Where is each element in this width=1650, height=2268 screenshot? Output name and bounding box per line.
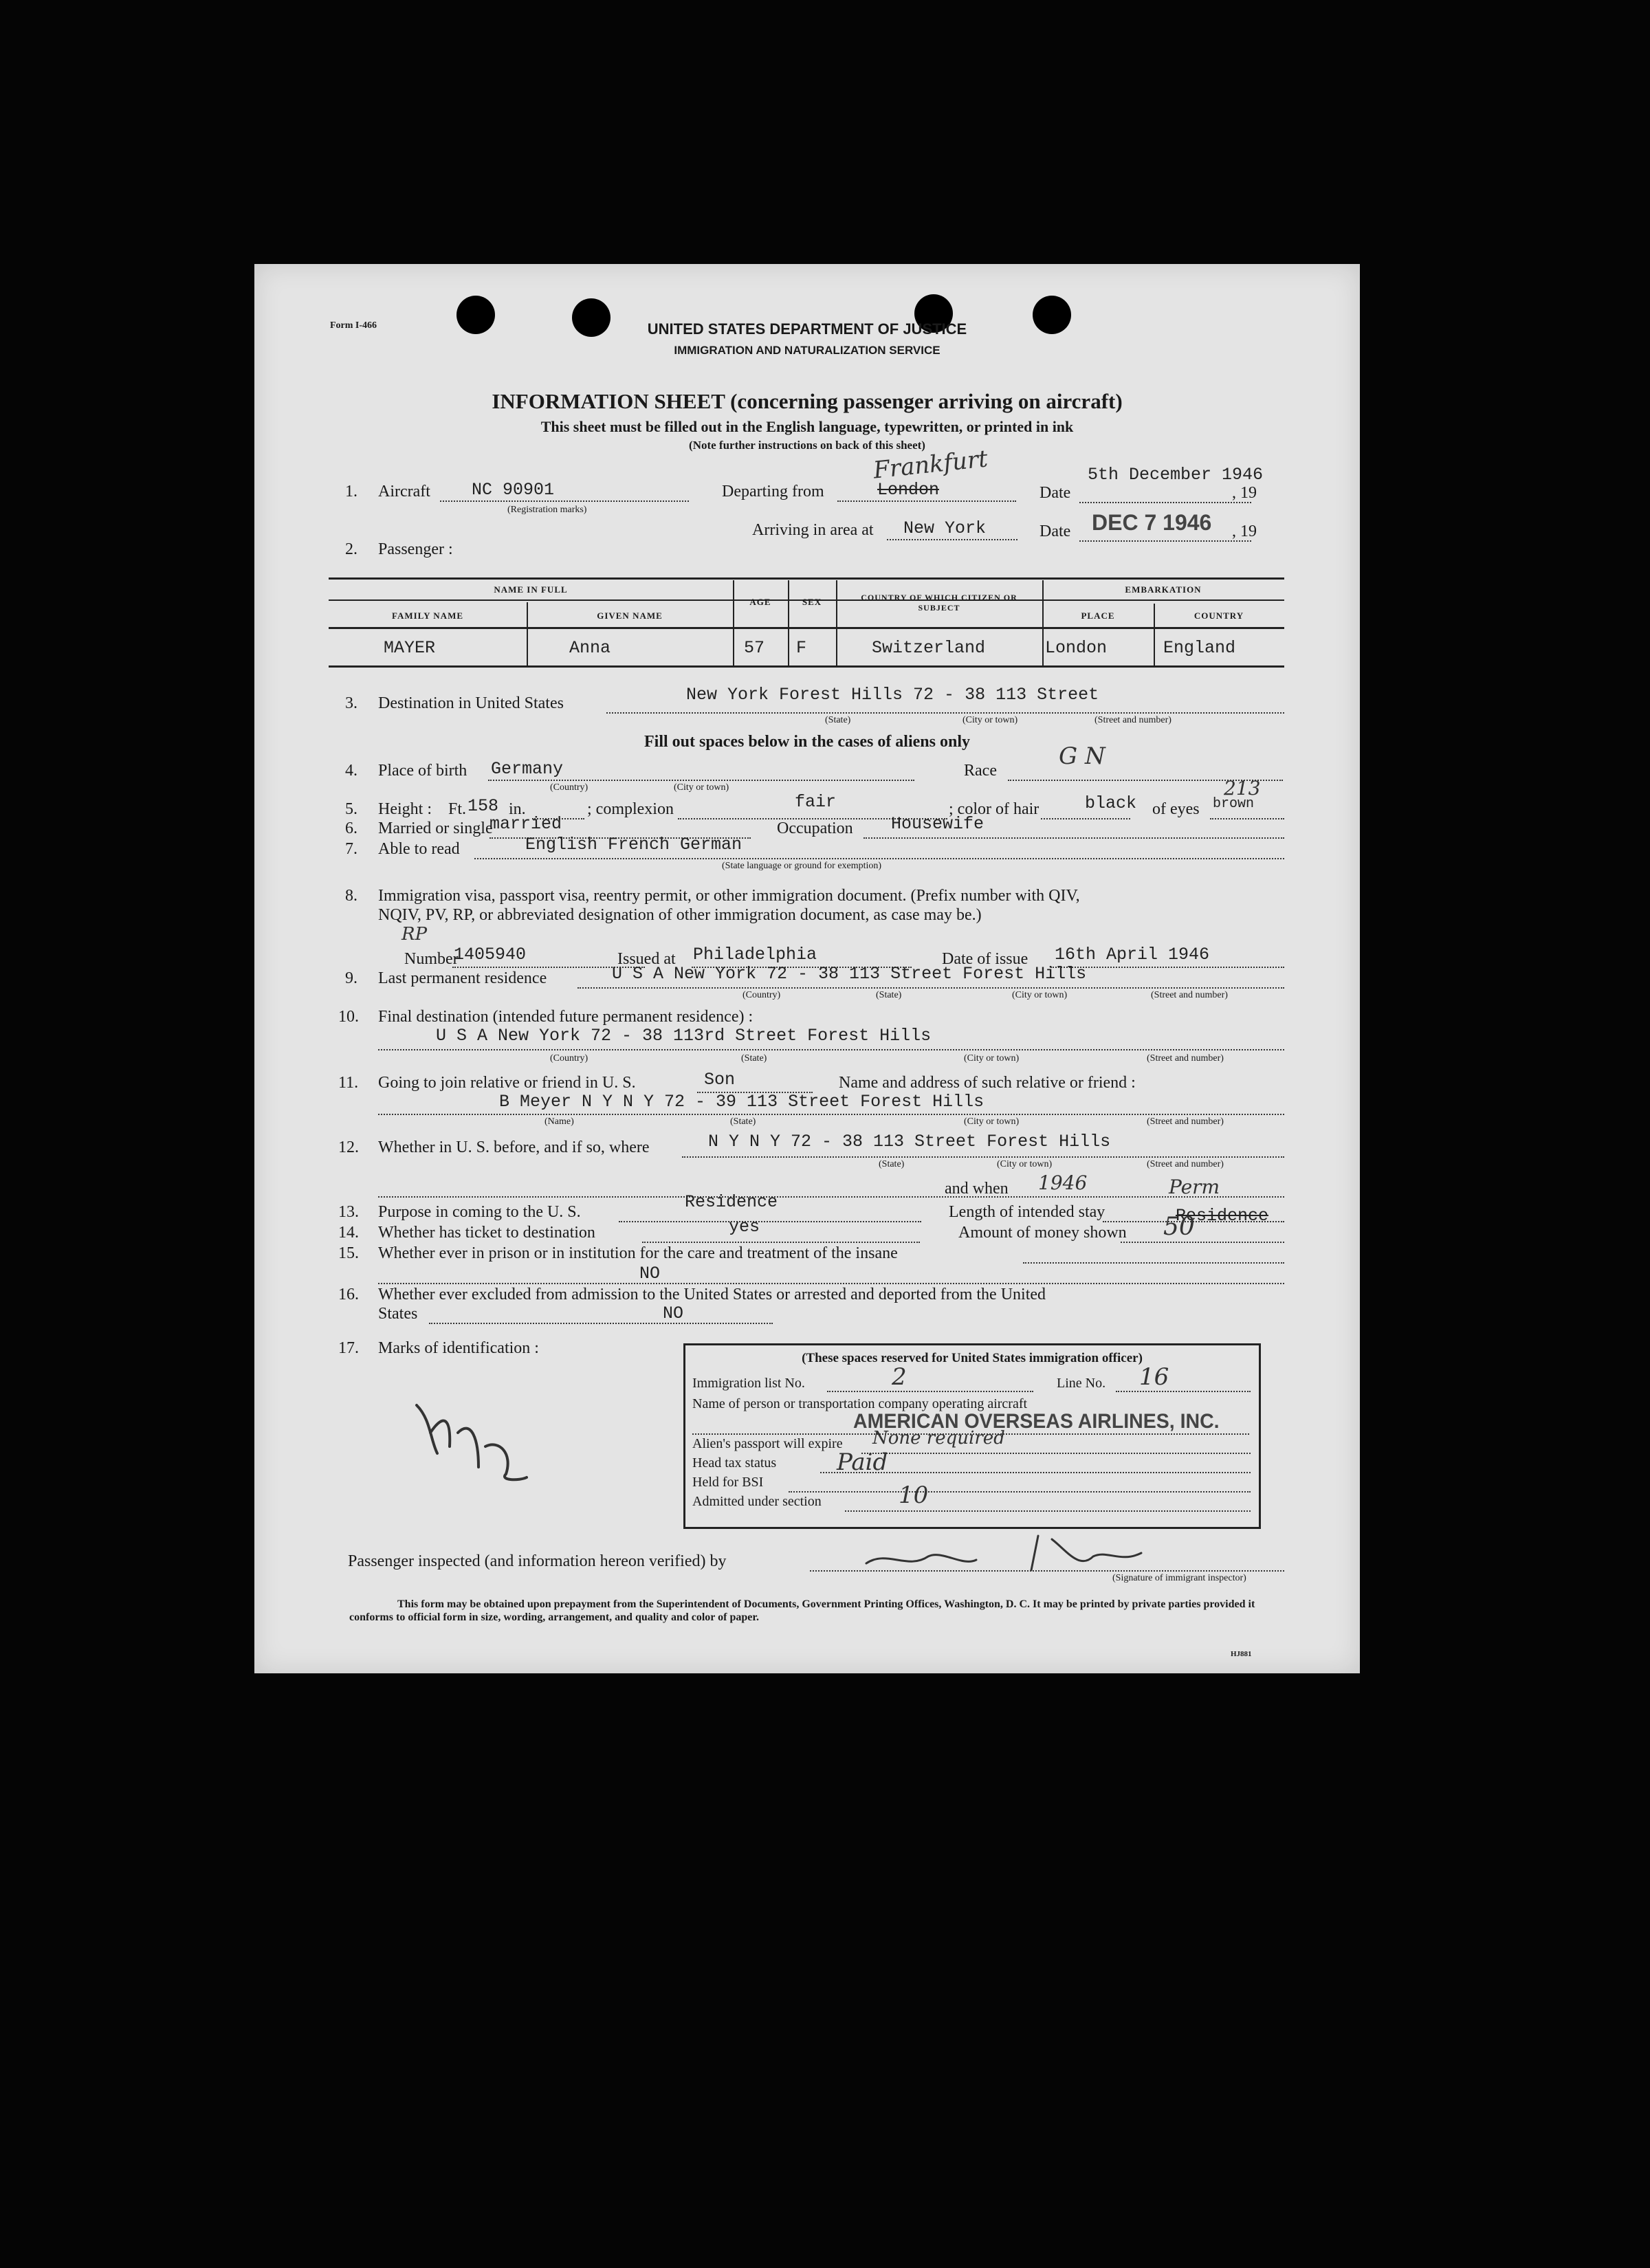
name-address-label: Name and address of such relative or friend : [839, 1074, 1136, 1092]
arrival-date-label: Date [1040, 522, 1071, 540]
marks-label: Marks of identification : [378, 1339, 539, 1357]
departing-label: Departing from [722, 483, 824, 500]
item-number: 5. [345, 800, 358, 818]
year-prefix: , 19 [1232, 484, 1257, 502]
join-value: Son [704, 1070, 736, 1090]
aircraft-value: NC 90901 [472, 480, 555, 500]
line-no-label: Line No. [1057, 1376, 1106, 1391]
state-sublabel: (State) [741, 1053, 767, 1064]
column-header: GIVEN NAME [597, 610, 663, 621]
item-number: 10. [338, 1008, 359, 1026]
visa-label: Immigration visa, passport visa, reentry permit, or other immigration document. (Prefix number with QIV, [378, 887, 1080, 905]
city-sublabel: (City or town) [964, 1116, 1020, 1127]
height-label: Height : [378, 800, 432, 818]
passport-expire-label: Alien's passport will expire [692, 1436, 843, 1451]
item-number: 14. [338, 1224, 359, 1242]
aircraft-label: Aircraft [378, 483, 430, 500]
imm-list-label: Immigration list No. [692, 1376, 805, 1391]
departing-handwritten: Frankfurt [872, 445, 989, 485]
column-header: EMBARKATION [1125, 584, 1202, 595]
issued-at-value: Philadelphia [693, 945, 817, 965]
admitted-value: 10 [899, 1482, 929, 1509]
page-title: INFORMATION SHEET (concerning passenger arriving on aircraft) [492, 389, 1123, 413]
before-label: Whether in U. S. before, and if so, where [378, 1138, 650, 1156]
embarkation-country-cell: England [1163, 638, 1236, 658]
purpose-label: Purpose in coming to the U. S. [378, 1203, 581, 1221]
city-sublabel: (City or town) [1012, 990, 1068, 1000]
city-sublabel: (City or town) [997, 1159, 1053, 1169]
embarkation-place-cell: London [1045, 638, 1108, 658]
information-sheet [254, 264, 1360, 1673]
length-label: Length of intended stay [949, 1203, 1106, 1221]
aliens-only-heading: Fill out spaces below in the cases of aliens only [644, 733, 970, 751]
instructions: This sheet must be filled out in the English language, typewritten, or printed in ink [540, 418, 1074, 435]
destination-label: Destination in United States [378, 694, 564, 712]
excluded-value: NO [663, 1303, 684, 1323]
item-number: 8. [345, 887, 358, 905]
city-sublabel: (City or town) [674, 782, 729, 793]
race-value: G N [1059, 742, 1106, 770]
money-label: Amount of money shown [958, 1224, 1127, 1242]
ticket-label: Whether has ticket to destination [378, 1224, 595, 1242]
eyes-value: brown [1213, 796, 1255, 812]
column-header: NAME IN FULL [494, 584, 568, 595]
ticket-value: yes [729, 1217, 760, 1237]
read-label: Able to read [378, 840, 460, 858]
transport-label: Name of person or transportation company operating aircraft [692, 1396, 1028, 1411]
visa-number-label: Number [404, 950, 459, 968]
form-number: Form I-466 [330, 320, 377, 331]
inspected-label: Passenger inspected (and information hereon verified) by [348, 1552, 727, 1570]
item-number: 7. [345, 840, 358, 858]
marital-label: Married or single [378, 819, 493, 837]
feet-label: Ft. [448, 800, 467, 818]
city-sublabel: (City or town) [964, 1053, 1020, 1064]
country-sublabel: (Country) [550, 782, 588, 793]
before-where-value: N Y N Y 72 - 38 113 Street Forest Hills [708, 1132, 1111, 1152]
visa-number-value: 1405940 [454, 945, 527, 965]
race-label: Race [964, 762, 997, 780]
street-sublabel: (Street and number) [1147, 1159, 1224, 1169]
join-label: Going to join relative or friend in U. S. [378, 1074, 636, 1092]
item-number: 17. [338, 1339, 359, 1357]
year-prefix: , 19 [1232, 522, 1257, 540]
money-value: 50 [1163, 1213, 1195, 1241]
prison-value: NO [639, 1264, 661, 1284]
item-number: 9. [345, 969, 358, 987]
item-number: 4. [345, 762, 358, 780]
length-handwritten: Perm [1169, 1176, 1220, 1198]
last-residence-label: Last permanent residence [378, 969, 547, 987]
arriving-value: New York [903, 518, 987, 538]
item-number: 2. [345, 540, 358, 558]
eyes-label: of eyes [1152, 800, 1200, 818]
service-name: IMMIGRATION AND NATURALIZATION SERVICE [674, 344, 940, 357]
country-sublabel: (Country) [550, 1053, 588, 1064]
head-tax-label: Head tax status [692, 1455, 777, 1471]
name-sublabel: (Name) [544, 1116, 574, 1127]
registration-marks-label: (Registration marks) [507, 505, 587, 515]
birth-value: Germany [491, 759, 564, 779]
height-value: 158 [468, 796, 499, 816]
state-sublabel: (State) [876, 990, 902, 1000]
street-sublabel: (Street and number) [1151, 990, 1228, 1000]
date-issue-label: Date of issue [942, 950, 1028, 968]
officer-box-title: (These spaces reserved for United States immigration officer) [802, 1351, 1143, 1365]
issue-date-value: 16th April 1946 [1055, 945, 1210, 965]
item-number: 12. [338, 1138, 359, 1156]
imm-list-value: 2 [892, 1363, 907, 1391]
length-value: Residence [1176, 1206, 1269, 1226]
final-destination-label: Final destination (intended future permanent residence) : [378, 1008, 754, 1026]
marital-value: married [490, 814, 562, 834]
arriving-label: Arriving in area at [752, 521, 874, 539]
hair-value: black [1085, 793, 1137, 813]
footer-note: This form may be obtained upon prepayment from the Superintendent of Documents, Government Printing Offices, Washington, D. C. It may be printed by private parties provided it conforms to official form in size, wording, arrangement, and quality and color of paper. [349, 1598, 1255, 1623]
inspector-signature [859, 1529, 1148, 1577]
handwritten-mark [410, 1391, 540, 1488]
complexion-label: ; complexion [587, 800, 674, 818]
sex-cell: F [796, 638, 807, 658]
citizen-cell: Switzerland [872, 638, 986, 658]
final-destination-value: U S A New York 72 - 38 113rd Street Forest Hills [436, 1026, 932, 1046]
transport-stamp: AMERICAN OVERSEAS AIRLINES, INC. [853, 1410, 1220, 1433]
item-number: 1. [345, 483, 358, 500]
birth-label: Place of birth [378, 762, 468, 780]
occupation-label: Occupation [777, 819, 853, 837]
relative-value: B Meyer N Y N Y 72 - 39 113 Street Forest Hills [499, 1092, 984, 1112]
column-header: PLACE [1081, 610, 1115, 621]
state-sublabel: (State) [879, 1159, 905, 1169]
destination-value: New York Forest Hills 72 - 38 113 Street [686, 685, 1099, 705]
department-name: UNITED STATES DEPARTMENT OF JUSTICE [647, 320, 967, 338]
line-no-value: 16 [1139, 1363, 1169, 1391]
passport-expire-value: None required [872, 1428, 1005, 1449]
age-cell: 57 [744, 638, 765, 658]
and-when-label: and when [945, 1180, 1009, 1198]
last-residence-value: U S A New York 72 - 38 113 Street Forest Hills [612, 964, 1087, 984]
passenger-label: Passenger : [378, 540, 453, 558]
held-bsi-label: Held for BSI [692, 1475, 764, 1490]
visa-prefix: RP [402, 924, 428, 945]
street-sublabel: (Street and number) [1147, 1116, 1224, 1127]
issued-at-label: Issued at [617, 950, 676, 968]
state-sublabel: (State) [730, 1116, 756, 1127]
instructions-note: (Note further instructions on back of this sheet) [689, 439, 925, 452]
signature-sublabel: (Signature of immigrant inspector) [1112, 1573, 1246, 1583]
inches-label: in. [509, 800, 526, 818]
excluded-label-cont: States [378, 1305, 418, 1323]
date-value: 5th December 1946 [1088, 465, 1264, 485]
read-value: English French German [525, 835, 742, 855]
given-name-cell: Anna [569, 638, 611, 658]
purpose-value: Residence [685, 1192, 778, 1212]
item-number: 3. [345, 694, 358, 712]
country-sublabel: (Country) [742, 990, 781, 1000]
column-header: COUNTRY [1194, 610, 1244, 621]
column-header: FAMILY NAME [391, 610, 464, 621]
head-tax-value: Paid [837, 1449, 888, 1476]
street-sublabel: (Street and number) [1094, 715, 1172, 725]
item-number: 6. [345, 819, 358, 837]
eyes-handwritten: 213 [1224, 777, 1261, 800]
language-sublabel: (State language or ground for exemption) [722, 861, 882, 871]
item-number: 13. [338, 1203, 359, 1221]
occupation-value: Housewife [891, 814, 984, 834]
item-number: 16. [338, 1286, 359, 1303]
visa-label-cont: NQIV, PV, RP, or abbreviated designation of other immigration document, as case may be.) [378, 906, 982, 924]
admitted-label: Admitted under section [692, 1494, 822, 1509]
excluded-label: Whether ever excluded from admission to the United States or arrested and deported from the United [378, 1286, 1046, 1303]
complexion-value: fair [795, 792, 837, 812]
officer-box [683, 1343, 1261, 1529]
before-when-value: 1946 [1038, 1171, 1088, 1194]
item-number: 11. [338, 1074, 359, 1092]
column-header: SEX [802, 597, 822, 607]
date-label: Date [1040, 484, 1071, 502]
family-name-cell: MAYER [384, 638, 436, 658]
street-sublabel: (Street and number) [1147, 1053, 1224, 1064]
column-header: COUNTRY OF WHICH CITIZEN OR SUBJECT [861, 593, 1018, 613]
prison-label: Whether ever in prison or in institution for the care and treatment of the insane [378, 1244, 898, 1262]
item-number: 15. [338, 1244, 359, 1262]
print-code: HJ881 [1231, 1650, 1252, 1658]
hair-label: ; color of hair [949, 800, 1040, 818]
city-sublabel: (City or town) [962, 715, 1018, 725]
arrival-date-stamp: DEC 7 1946 [1092, 510, 1212, 535]
departing-value: London [877, 480, 940, 500]
column-header: AGE [749, 597, 771, 607]
state-sublabel: (State) [825, 715, 851, 725]
